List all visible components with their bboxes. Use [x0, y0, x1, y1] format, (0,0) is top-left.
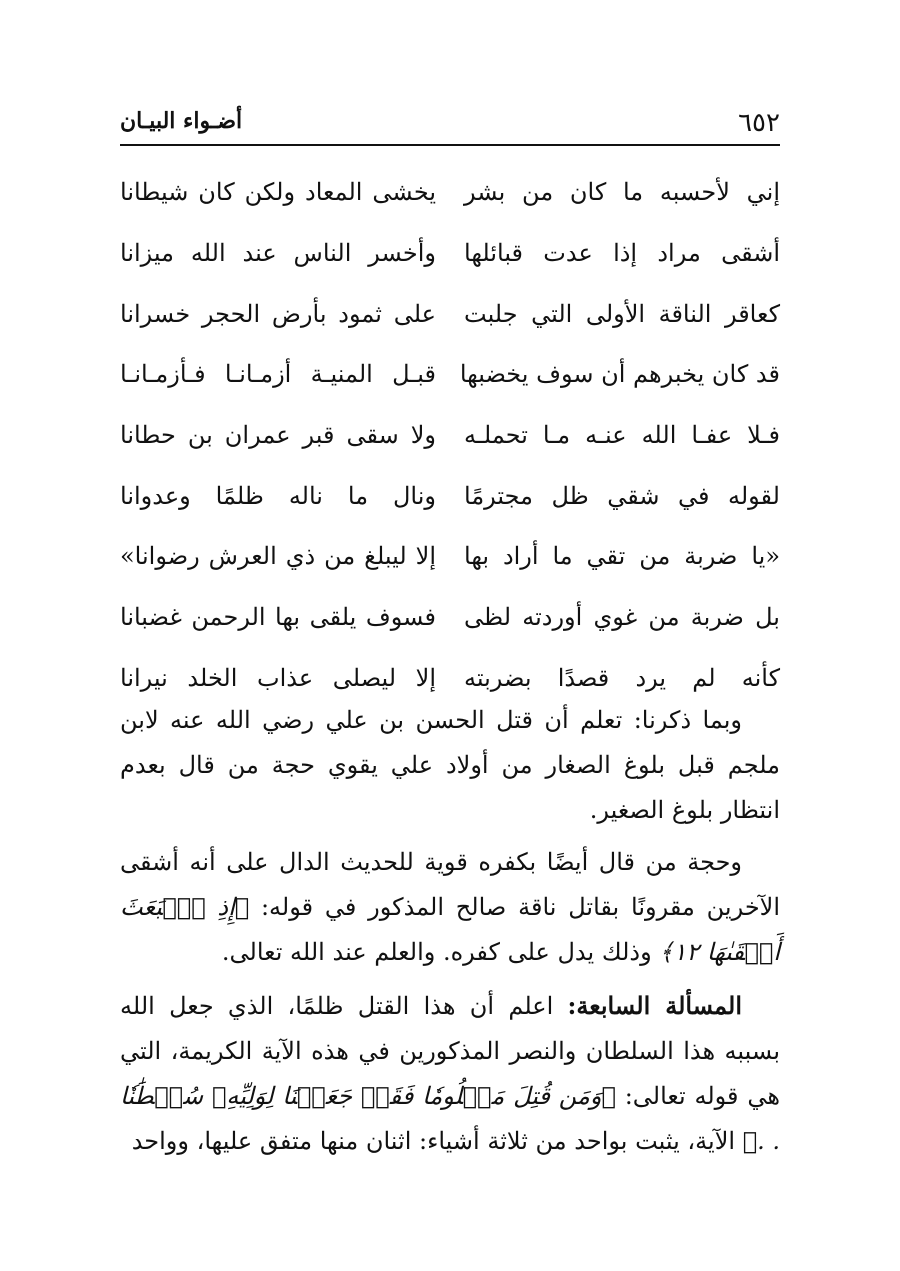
- poem-verse: [120, 587, 780, 648]
- verse-first-hemistich: قد كان يخبرهم أن سوف يخضبها: [459, 360, 780, 389]
- page-number: ٦٥٢: [738, 108, 780, 138]
- verse-second-hemistich: ونال ما ناله ظلمًا وعدوانا: [120, 481, 436, 510]
- poem-verse: [120, 526, 780, 587]
- poem-verse: [120, 405, 780, 466]
- verse-second-hemistich: فسوف يلقى بها الرحمن غضبانا: [120, 603, 436, 632]
- verse-first-hemistich: فـلا عفـا الله عنـه مـا تحملـه: [464, 421, 780, 450]
- verse-first-hemistich: «يا ضربة من تقي ما أراد بها: [464, 542, 780, 571]
- paragraph-text: وبما ذكرنا: تعلم أن قتل الحسن بن علي رضي الله عنه لابن ملجم قبل بلوغ الصغار من أولاد علي يقوي حجة من قال بعدم انتظار بلوغ الصغير.: [120, 706, 780, 824]
- quran-verse-quote: ﴿وَمَن قُتِلَ مَظۡلُومٗا فَقَدۡ جَعَلۡنَا لِوَلِيِّهِۦ سُلۡطَٰنٗا . .﴾: [120, 1082, 780, 1155]
- verse-first-hemistich: كأنه لم يرد قصدًا بضربته: [464, 663, 780, 692]
- verse-second-hemistich: على ثمود بأرض الحجر خسرانا: [120, 299, 436, 328]
- paragraph-text-part: الآية، يثبت بواحد من ثلاثة أشياء: اثنان منها متفق عليها، وواحد: [131, 1127, 743, 1155]
- verse-second-hemistich: ولا سقى قبر عمران بن حطانا: [120, 421, 436, 450]
- page-header: [120, 104, 780, 144]
- poem-verse: [120, 283, 780, 344]
- verse-first-hemistich: بل ضربة من غوي أوردته لظى: [464, 603, 780, 632]
- verse-first-hemistich: لقوله في شقي ظل مجترمًا: [464, 481, 780, 510]
- running-title: أضـواء البيـان: [120, 108, 243, 134]
- verse-second-hemistich: وأخسر الناس عند الله ميزانا: [120, 239, 436, 268]
- poem-verse: [120, 344, 780, 405]
- verse-second-hemistich: إلا ليصلى عذاب الخلد نيرانا: [120, 663, 436, 692]
- paragraph-text: [120, 840, 780, 975]
- verse-first-hemistich: أشقى مراد إذا عدت قبائلها: [464, 239, 780, 268]
- header-divider: [120, 144, 780, 146]
- paragraph-text-part: وحجة من قال أيضًا بكفره قوية للحديث الدال على أنه أشقى الآخرين مقرونًا بقاتل ناقة صالح المذكور في قوله:: [120, 848, 781, 921]
- paragraph-text-part: وذلك يدل على كفره. والعلم عند الله تعالى.: [221, 938, 660, 966]
- verse-first-hemistich: إني لأحسبه ما كان من بشر: [464, 178, 780, 207]
- quran-verse-quote: ﴿إِذِ ٱنۢبَعَثَ أَشۡقَىٰهَا ١٢﴾: [120, 893, 780, 966]
- paragraph-seventh-issue: [120, 983, 780, 1164]
- verse-first-hemistich: كعاقر الناقة الأولى التي جلبت: [464, 299, 780, 328]
- poem-verse: [120, 223, 780, 284]
- verse-second-hemistich: يخشى المعاد ولكن كان شيطانا: [120, 178, 436, 207]
- paragraph-text-part: اعلم أن هذا القتل ظلمًا، الذي جعل الله بسببه هذا السلطان والنصر المذكورين في هذه الآية الكريمة، التي هي قوله تعالى:: [120, 992, 780, 1110]
- paragraph-text: [120, 983, 780, 1164]
- paragraph-argument: [120, 840, 780, 975]
- verse-second-hemistich: إلا ليبلغ من ذي العرش رضوانا»: [120, 542, 436, 571]
- verse-second-hemistich: قبـل المنيـة أزمـانـا فـأزمـانـا: [120, 360, 436, 389]
- poem: [120, 162, 780, 708]
- issue-heading: المسألة السابعة:: [567, 991, 742, 1020]
- poem-verse: [120, 162, 780, 223]
- paragraph-conclusion: [120, 698, 780, 833]
- poem-verse: [120, 465, 780, 526]
